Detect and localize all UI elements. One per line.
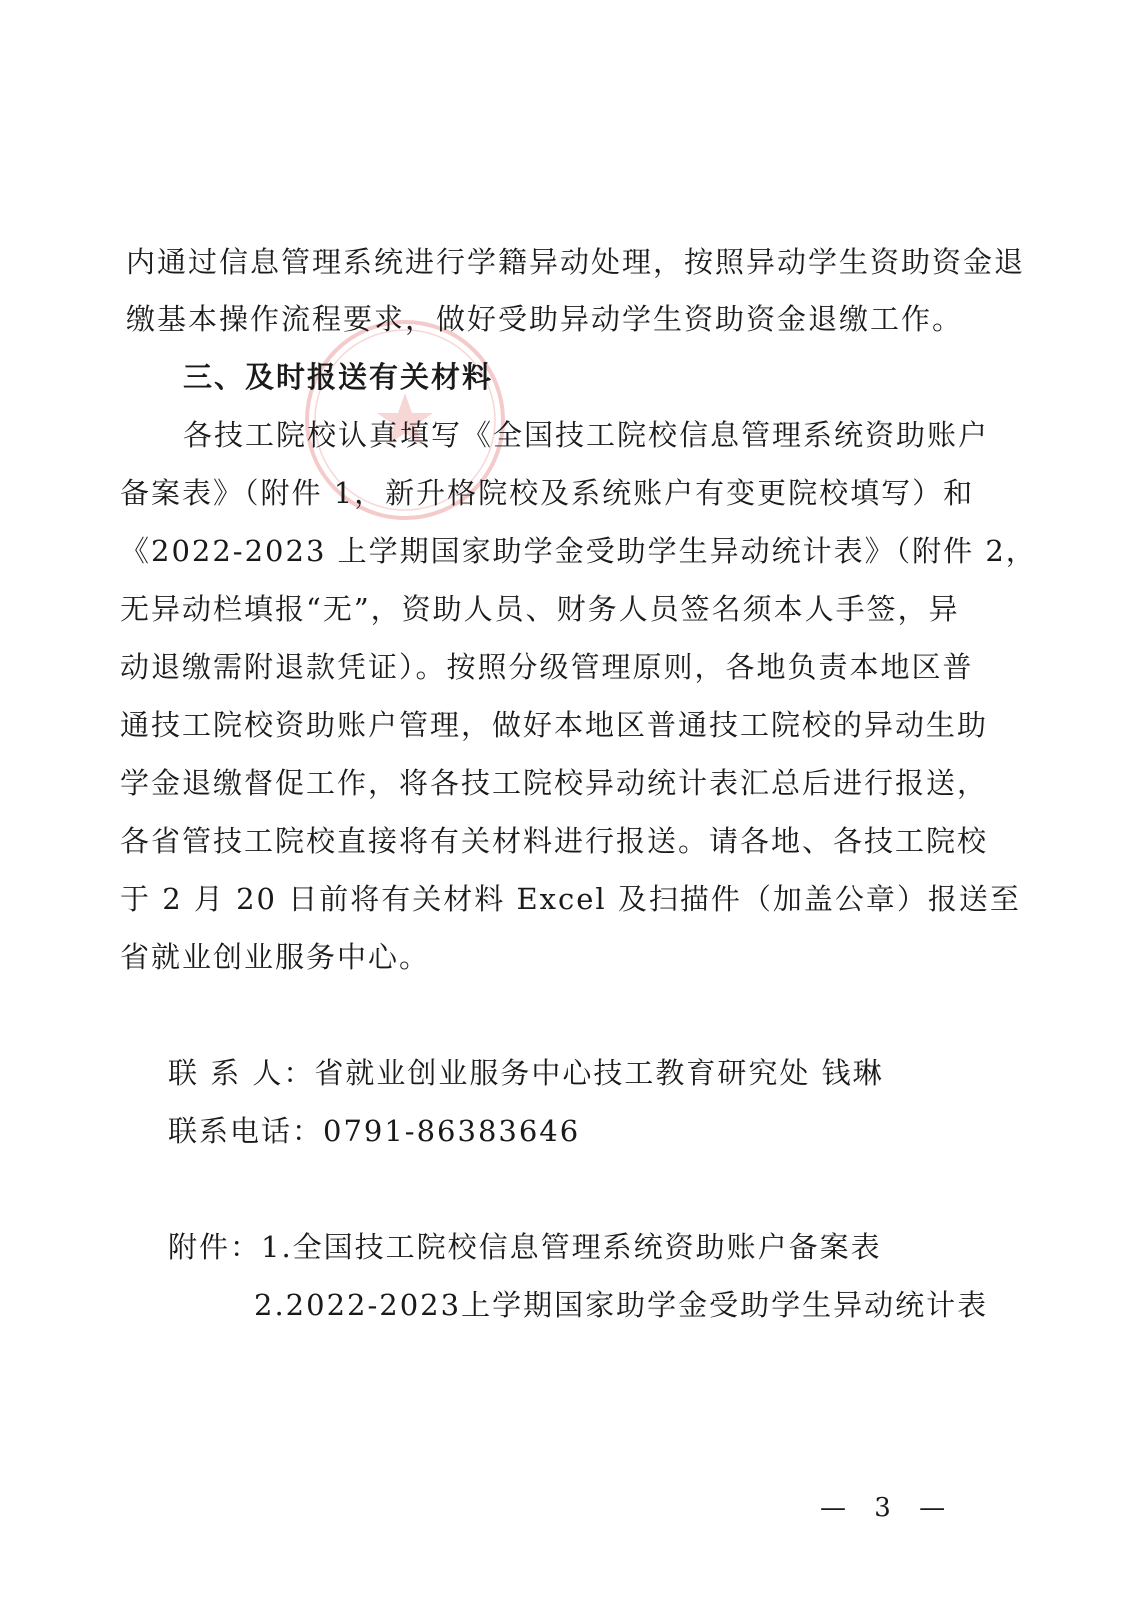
paragraph-line: 于 2 月 20 日前将有关材料 Excel 及扫描件（加盖公章）报送至 <box>120 882 1021 916</box>
paragraph-line: 通技工院校资助账户管理，做好本地区普通技工院校的异动生助 <box>120 708 989 742</box>
paragraph-line: 内通过信息管理系统进行学籍异动处理，按照异动学生资助资金退 <box>126 245 1026 279</box>
section-heading: 三、及时报送有关材料 <box>183 360 494 394</box>
paragraph-line: 学金退缴督促工作，将各技工院校异动统计表汇总后进行报送， <box>120 766 989 800</box>
contact-phone: 联系电话：0791-86383646 <box>168 1114 581 1148</box>
attachment-item: 2.2022-2023上学期国家助学金受助学生异动统计表 <box>254 1288 989 1322</box>
attachment-item: 附件：1.全国技工院校信息管理系统资助账户备案表 <box>168 1230 882 1264</box>
contact-person: 联 系 人：省就业创业服务中心技工教育研究处 钱琳 <box>168 1056 884 1090</box>
paragraph-line: 各技工院校认真填写《全国技工院校信息管理系统资助账户 <box>183 418 990 452</box>
paragraph-line: 无异动栏填报“无”，资助人员、财务人员签名须本人手签，异 <box>120 592 960 626</box>
paragraph-line: 《2022-2023 上学期国家助学金受助学生异动统计表》（附件 2， <box>120 534 1037 568</box>
paragraph-line: 缴基本操作流程要求，做好受助异动学生资助资金退缴工作。 <box>126 302 964 336</box>
paragraph-line: 备案表》（附件 1，新升格院校及系统账户有变更院校填写）和 <box>120 476 975 510</box>
paragraph-line: 各省管技工院校直接将有关材料进行报送。请各地、各技工院校 <box>120 824 989 858</box>
page-number: — 3 — <box>820 1493 956 1523</box>
paragraph-line: 省就业创业服务中心。 <box>120 940 431 974</box>
paragraph-line: 动退缴需附退款凭证）。按照分级管理原则，各地负责本地区普 <box>120 650 974 684</box>
